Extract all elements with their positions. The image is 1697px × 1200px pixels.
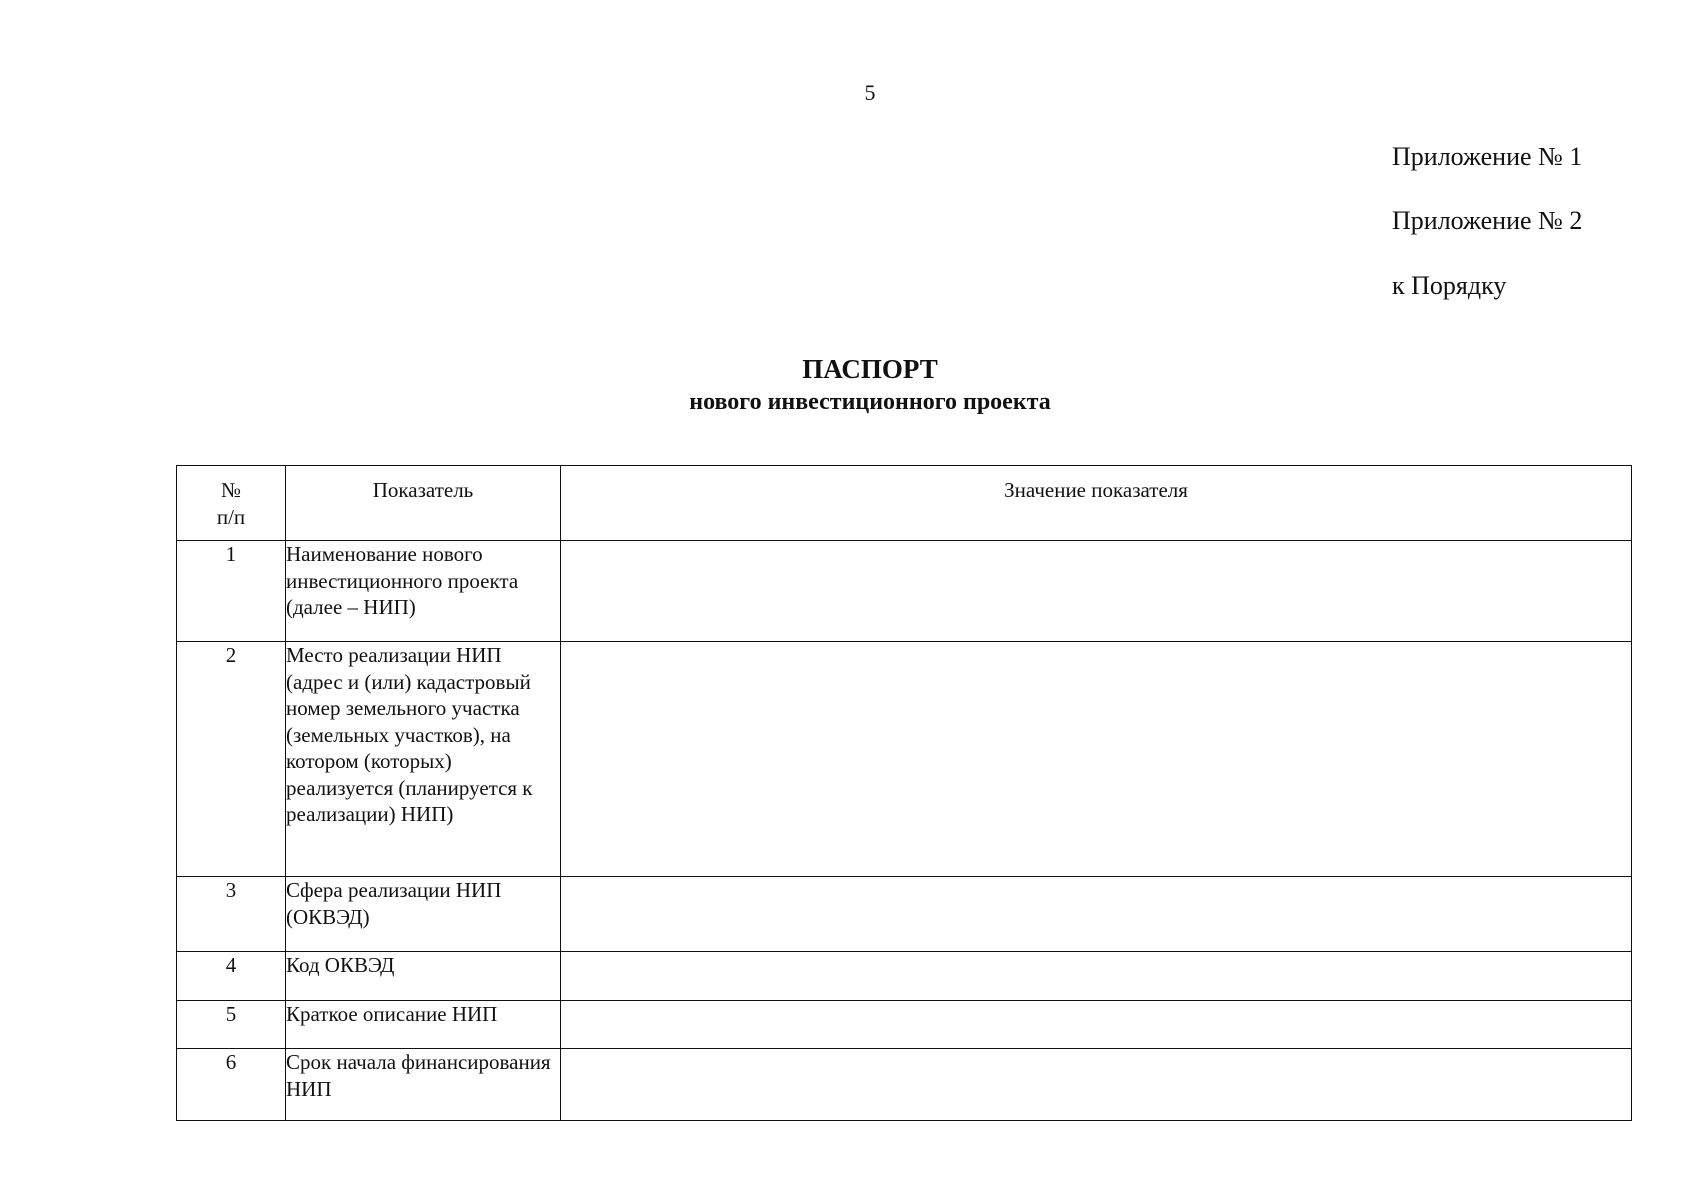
table-row <box>177 1049 1632 1121</box>
row-value[interactable] <box>561 541 1632 642</box>
table-row <box>177 1001 1632 1049</box>
row-indicator: Срок начала финансирования НИП <box>286 1049 561 1121</box>
row-value[interactable] <box>561 1049 1632 1121</box>
appendix-line-1: Приложение № 1 <box>1392 142 1583 171</box>
table-row <box>177 642 1632 877</box>
row-indicator: Наименование нового инвестиционного проекта (далее – НИП) <box>286 541 561 642</box>
row-number: 4 <box>177 952 286 1001</box>
header-indicator-label: Показатель <box>372 478 474 502</box>
table-header-row <box>177 466 1632 541</box>
passport-table <box>176 465 1632 1121</box>
row-indicator: Краткое описание НИП <box>286 1001 561 1049</box>
row-value[interactable] <box>561 877 1632 952</box>
row-value[interactable] <box>561 642 1632 877</box>
row-indicator: Место реализации НИП (адрес и (или) кадастровый номер земельного участка (земельных участков), на котором (которых) реализуется (планируется к реализации) НИП) <box>286 642 561 877</box>
header-indicator <box>286 466 561 541</box>
header-value-label: Значение показателя <box>1004 478 1188 502</box>
table-row <box>177 877 1632 952</box>
row-indicator: Код ОКВЭД <box>286 952 561 1001</box>
row-number: 2 <box>177 642 286 877</box>
title-subtitle: нового инвестиционного проекта <box>689 389 1051 415</box>
table-row <box>177 952 1632 1001</box>
document-title <box>0 352 1697 418</box>
header-value <box>561 466 1632 541</box>
row-indicator: Сфера реализации НИП (ОКВЭД) <box>286 877 561 952</box>
row-number: 5 <box>177 1001 286 1049</box>
row-value[interactable] <box>561 952 1632 1001</box>
appendix-line-3: к Порядку <box>1392 271 1507 300</box>
table-row <box>177 541 1632 642</box>
header-number-label: № п/п <box>216 478 246 529</box>
row-value[interactable] <box>561 1001 1632 1049</box>
title-main: ПАСПОРТ <box>802 354 938 384</box>
row-number: 6 <box>177 1049 286 1121</box>
appendix-line-2: Приложение № 2 <box>1392 206 1583 235</box>
page-number: 5 <box>864 80 876 105</box>
header-number <box>177 466 286 541</box>
row-number: 3 <box>177 877 286 952</box>
row-number: 1 <box>177 541 286 642</box>
